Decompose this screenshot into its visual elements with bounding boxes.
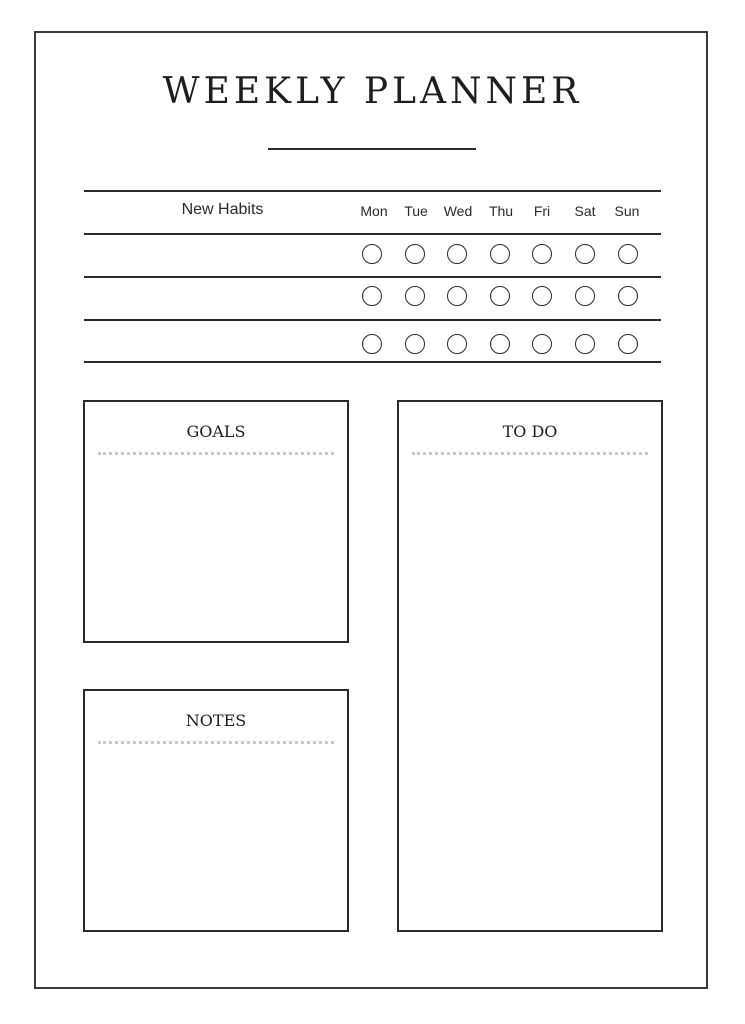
habit-checkbox-thu[interactable]: [490, 334, 510, 354]
habit-row-rule: [84, 319, 661, 321]
habit-checkbox-fri[interactable]: [532, 244, 552, 264]
habit-table-bottom-rule: [84, 361, 661, 363]
habit-checkbox-tue[interactable]: [405, 244, 425, 264]
habit-row-rule: [84, 276, 661, 278]
day-label-thu: Thu: [488, 203, 514, 219]
habit-checkbox-thu[interactable]: [490, 286, 510, 306]
notes-box[interactable]: [83, 689, 349, 932]
habit-checkbox-tue[interactable]: [405, 286, 425, 306]
habit-checkbox-sat[interactable]: [575, 244, 595, 264]
habit-checkbox-sun[interactable]: [618, 286, 638, 306]
habit-checkbox-tue[interactable]: [405, 334, 425, 354]
habit-row-rule: [84, 233, 661, 235]
title-underline: [268, 148, 476, 150]
habit-table-top-rule: [84, 190, 661, 192]
day-label-wed: Wed: [443, 203, 473, 219]
notes-title: NOTES: [185, 711, 247, 730]
todo-dotted-divider: [412, 452, 648, 455]
goals-title: GOALS: [186, 422, 246, 441]
todo-title: TO DO: [502, 422, 558, 441]
habit-checkbox-sun[interactable]: [618, 334, 638, 354]
habit-checkbox-wed[interactable]: [447, 244, 467, 264]
habit-checkbox-sun[interactable]: [618, 244, 638, 264]
habit-checkbox-fri[interactable]: [532, 286, 552, 306]
habit-checkbox-wed[interactable]: [447, 334, 467, 354]
day-label-sat: Sat: [574, 203, 596, 219]
habit-checkbox-sat[interactable]: [575, 334, 595, 354]
goals-dotted-divider: [98, 452, 334, 455]
habit-checkbox-mon[interactable]: [362, 286, 382, 306]
day-label-sun: Sun: [614, 203, 640, 219]
habits-header: New Habits: [181, 201, 264, 218]
notes-dotted-divider: [98, 741, 334, 744]
todo-box[interactable]: [397, 400, 663, 932]
day-label-fri: Fri: [533, 203, 551, 219]
habit-checkbox-thu[interactable]: [490, 244, 510, 264]
day-label-mon: Mon: [360, 203, 388, 219]
day-label-tue: Tue: [404, 203, 428, 219]
habit-checkbox-sat[interactable]: [575, 286, 595, 306]
page-title: WEEKLY PLANNER: [162, 71, 583, 112]
habit-checkbox-mon[interactable]: [362, 334, 382, 354]
habit-checkbox-wed[interactable]: [447, 286, 467, 306]
habit-checkbox-mon[interactable]: [362, 244, 382, 264]
habit-checkbox-fri[interactable]: [532, 334, 552, 354]
goals-box[interactable]: [83, 400, 349, 643]
